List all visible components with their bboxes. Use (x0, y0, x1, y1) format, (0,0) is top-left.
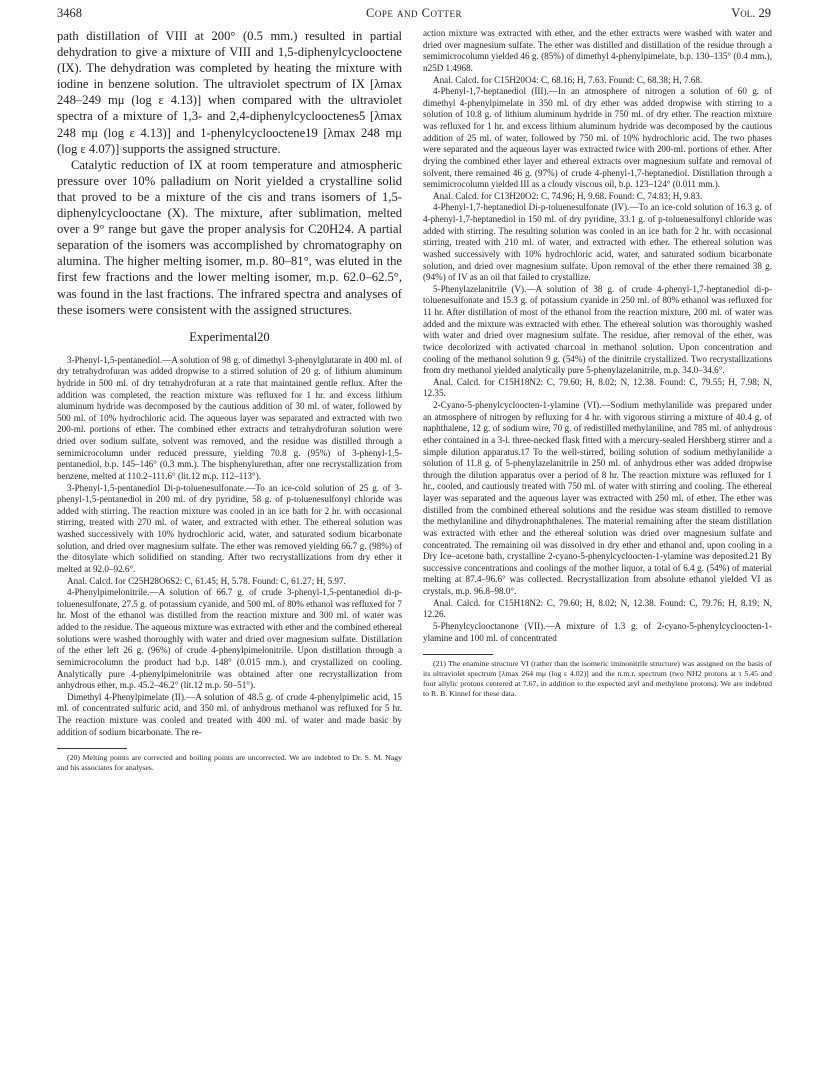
section-heading: Experimental20 (189, 329, 270, 344)
analysis-line: Anal. Calcd. for C25H28O6S2: C, 61.45; H, 5.78. Found: C, 61.27; H, 5.97. (67, 575, 346, 586)
experimental-paragraph: Dimethyl 4-Phenylpimelate (II).—A solution of 48.5 g. of crude 4-phenylpimelic acid, 15 ml. of concentrated sulfuric acid, and 350 ml. of anhydrous methanol was refluxed for 5 hr. The reaction mixture was cooled and treated with 400 ml. of water and made basic by addition of sodium bicarbonate. The re- (57, 691, 402, 737)
experimental-paragraph: 3-Phenyl-1,5-pentanediol.—A solution of 98 g. of dimethyl 3-phenylglutarate in 400 ml. of dry tetrahydrofuran was added dropwise to a stirred solution of 20 g. of lithium aluminum hydride in 500 ml. of dry tetrahydrofuran at a rate that maintained gentle reflux. After the addition was completed, the reaction mixture was refluxed for 1 hr. and excess lithium aluminum hydride was decomposed by the cautious addition of 30 ml. of water, followed by 500 ml. of 10% hydrochloric acid. The aqueous layer was separated and extracted with two 200-ml. portions of ether. The combined ether extracts and tetrahydrofuran solution were dried over sodium sulfate, solvent was removed, and the residue was distilled through a semimicrocolumn under reduced pressure, yielding 70.8 g. (95%) of 3-phenyl-1,5-pentanediol, b.p. 145–146° (0.3 mm.). The bisphenylurethan, after one recrystallization from benzene, melted at 110.2–111.6° (lit.12 m.p. 112–113°). (57, 354, 402, 481)
left-column (57, 28, 402, 773)
experimental-paragraph: action mixture was extracted with ether, and the ether extracts were washed with water and dried over magnesium sulfate. The ether was distilled and distillation of the residue through a semimicrocolumn yielded 46 g. (85%) of dimethyl 4-phenylpimelate, b.p. 130–135° (0.4 mm.), n25D 1.4968. (423, 28, 772, 73)
footnote-divider (423, 654, 493, 655)
experimental-paragraph: 4-Phenyl-1,7-heptanediol (III).—In an atmosphere of nitrogen a solution of 60 g. of dimethyl 4-phenylpimelate in 350 ml. of dry ether was added dropwise with stirring to a solution of 10.8 g. of lithium aluminum hydride in 750 ml. of dry ether. The reaction mixture was refluxed for 1 hr. and excess lithium aluminum hydride was decomposed by the cautious addition of 25 ml. of water, followed by 750 ml. of 10% hydrochloric acid. The two phases were separated and the aqueous layer was extracted twice with 200-ml. portions of ether. After drying the combined ether layer and ethereal extracts over magnesium sulfate and removal of solvent, there remained 46 g. (97%) of crude 4-phenyl-1,7-heptanediol. Distillation through a semimicrocolumn yielded III as a cloudy viscous oil, b.p. 123–124° (0.011 mm.). (423, 86, 772, 190)
right-column-text (423, 28, 772, 644)
analysis-line: Anal. Calcd. for C15H20O4: C, 68.16; H, 7.63. Found: C, 68.38; H, 7.68. (433, 74, 703, 85)
right-column (423, 28, 772, 699)
intro-paragraph: Catalytic reduction of IX at room temperature and atmospheric pressure over 10% palladium on Norit yielded a crystalline solid that proved to be a mixture of the cis and trans isomers of 1,5-diphenylcyclooctane (X). The mixture, after sublimation, melted over a 9° range but gave the proper analysis for C20H24. A partial separation of the isomers was accomplished by chromatography on alumina. The higher melting isomer, m.p. 80–81°, was eluted in the first few fractions and the lower melting isomer, m.p. 62.0–62.5°, was found in the last fractions. The infrared spectra and analyses of these isomers were consistent with the assigned structures. (57, 157, 402, 317)
experimental-paragraph: 3-Phenyl-1,5-pentanediol Di-p-toluenesulfonate.—To an ice-cold solution of 25 g. of 3-phenyl-1,5-pentanediol in 200 ml. of dry pyridine, 58 g. of p-toluenesulfonyl chloride was added with stirring. The reaction mixture was cooled in an ice bath for 2 hr. with occasional stirring, treated with 270 ml. of water, and extracted with ether. The ethereal solution was washed successively with 10% hydrochloric acid, water, and saturated sodium bicarbonate solution, and dried over magnesium sulfate. The ether was removed yielding 66.7 g. (98%) of the ditosylate which solidified on standing. After two recrystallizations from dry ether it melted at 92.0–92.6°. (57, 482, 402, 574)
experimental-paragraph: 5-Phenylazelanitrile (V).—A solution of 38 g. of crude 4-phenyl-1,7-heptanediol di-p-toluenesulfonate and 15.3 g. of potassium cyanide in 250 ml. of 80% ethanol was refluxed for 11 hr. After distillation of most of the ethanol from the reaction mixture, 200 ml. of water was added and the mixture was extracted with ether. The ethereal solution was thoroughly washed with water and dried over magnesium sulfate. The residue, after removal of the ether, was twice decolorized with activated charcoal in methanol solution. Upon concentration and cooling of the methanol solution 9 g. (54%) of the dinitrile crystallized. Two recrystallizations from dry methanol yielded analytically pure 5-phenylazelanitrile, m.p. 34.0–34.6°. (423, 283, 772, 376)
footnote: (21) The enamine structure VI (rather than the isomeric iminonitrile structure) was assigned on the basis of its ultraviolet spectrum [λmax 264 mμ (log ε 4.02)] and the n.m.r. spectrum (two NH2 protons at τ 5.45 and four allylic protons centered at 7.67, in addition to the expected aryl and methylene protons). We are indebted to R. B. Kinnel for these data. (423, 659, 772, 699)
analysis-line: Anal. Calcd. for C15H18N2: C, 79.60; H, 8.02; N, 12.38. Found: C, 79.55; H, 7.98; N, 12.35. (423, 376, 772, 399)
analysis-line: Anal. Calcd. for C15H18N2: C, 79.60; H, 8.02; N, 12.38. Found: C, 79.76; H, 8.19; N, 12.26. (423, 597, 772, 620)
footnote: (20) Melting points are corrected and boiling points are uncorrected. We are indebted to Dr. S. M. Nagy and his associates for analyses. (57, 753, 402, 773)
page-header (57, 6, 771, 24)
running-title: Cope and Cotter (366, 6, 462, 20)
intro-paragraph: path distillation of VIII at 200° (0.5 mm.) resulted in partial dehydration to give a mixture of VIII and 1,5-diphenylcyclooctene (IX). The dehydration was completed by heating the mixture with iodine in benzene solution. The ultraviolet spectrum of IX [λmax 248–249 mμ (log ε 4.13)] when compared with the ultraviolet spectra of a mixture of 1,3- and 2,4-diphenylcyclooctenes5 [λmax 248 mμ (log ε 4.13)] and 1-phenylcyclooctene19 [λmax 248 mμ (log ε 4.07)] supports the assigned structure. (57, 29, 402, 156)
experimental-paragraph: 5-Phenylcyclooctanone (VII).—A mixture of 1.3 g. of 2-cyano-5-phenylcycloocten-1-ylamine and 100 ml. of concentrated (423, 620, 772, 643)
experimental-paragraph: 4-Phenyl-1,7-heptanediol Di-p-toluenesulfonate (IV).—To an ice-cold solution of 16.3 g. of 4-phenyl-1,7-heptanediol in 150 ml. of dry pyridine, 33.1 g. of p-toluenesulfonyl chloride was added with stirring. The resulting solution was cooled in an ice bath for 2 hr. with occasional stirring, treated with 210 ml. of water, and extracted with ether. The ethereal solution was washed successively with 10% hydrochloric acid, water, and saturated sodium bicarbonate solution, and dried over magnesium sulfate. Upon removal of the ether there remained 38 g. (94%) of IV as an oil that failed to crystallize. (423, 202, 772, 283)
experimental-paragraph: 4-Phenylpimelonitrile.—A solution of 66.7 g. of crude 3-phenyl-1,5-pentanediol di-p-toluenesulfonate, 27.5 g. of potassium cyanide, and 500 ml. of 80% ethanol was refluxed for 7 hr. Most of the ethanol was distilled from the reaction mixture and 300 ml. of water was added to the residue. The aqueous mixture was extracted with ether and the combined ethereal solutions were washed thoroughly with water and dried over magnesium sulfate. Distillation of the ether left 26 g. (96%) of crude 4-phenylpimelonitrile. Upon distillation through a semimicrocolumn the product had b.p. 148° (0.015 mm.), and crystallized on cooling. Analytically pure 4-phenylpimelonitrile was obtained after one recrystallization from anhydrous ether, m.p. 45.2–46.2° (lit.12 m.p. 50–51°). (57, 587, 402, 691)
intro-text (57, 28, 402, 318)
footnote-divider (57, 748, 127, 749)
analysis-line: Anal. Calcd. for C13H20O2: C, 74.96; H, 9.68. Found: C, 74.83; H, 9.83. (433, 190, 703, 201)
page-number: 3468 (57, 6, 82, 20)
experimental-text (57, 355, 402, 739)
experimental-paragraph: 2-Cyano-5-phenylcycloocten-1-ylamine (VI).—Sodium methylanilide was prepared under an atmosphere of nitrogen by refluxing for 4 hr. with vigorous stirring a mixture of 40.4 g. of naphthalene, 12 g. of sodium wire, 70 g. of redistilled methylaniline, and 785 ml. of anhydrous ether contained in a 3-l. three-necked flask fitted with a mercury-sealed Hershberg stirrer and a simple dilution apparatus.17 To the well-stirred, boiling solution of sodium methylanilide a solution of 11.8 g. of 5-phenylazelanitrile in 250 ml. of anhydrous ether was added dropwise through the dilution apparatus over a period of 8 hr. The reaction mixture was refluxed for 1 hr., cooled, and cautiously treated with 750 ml. of water with stirring and cooling. The ethereal layer was separated and the aqueous layer was extracted with 250 ml. of ether. The ether was distilled from the combined ethereal solutions and the residue was steam distilled to remove the methylaniline and dihydronaphthalenes. The material remaining after the steam distillation was extracted with ether and the ethereal solution was dried over magnesium sulfate and concentrated. The remaining oil was dissolved in dry ether and ethanol and, upon cooling in a Dry Ice–acetone bath, crystalline 2-cyano-5-phenylcycloocten-1-ylamine was deposited.21 By successive concentrations and coolings of the mother liquor, a total of 6.4 g. (54%) of material melting at 87.4–96.6° was collected. Recrystallization from absolute ethanol yielded VI as crystals, m.p. 96.8–98.0°. (423, 400, 772, 596)
volume-label: Vol. 29 (731, 6, 771, 20)
